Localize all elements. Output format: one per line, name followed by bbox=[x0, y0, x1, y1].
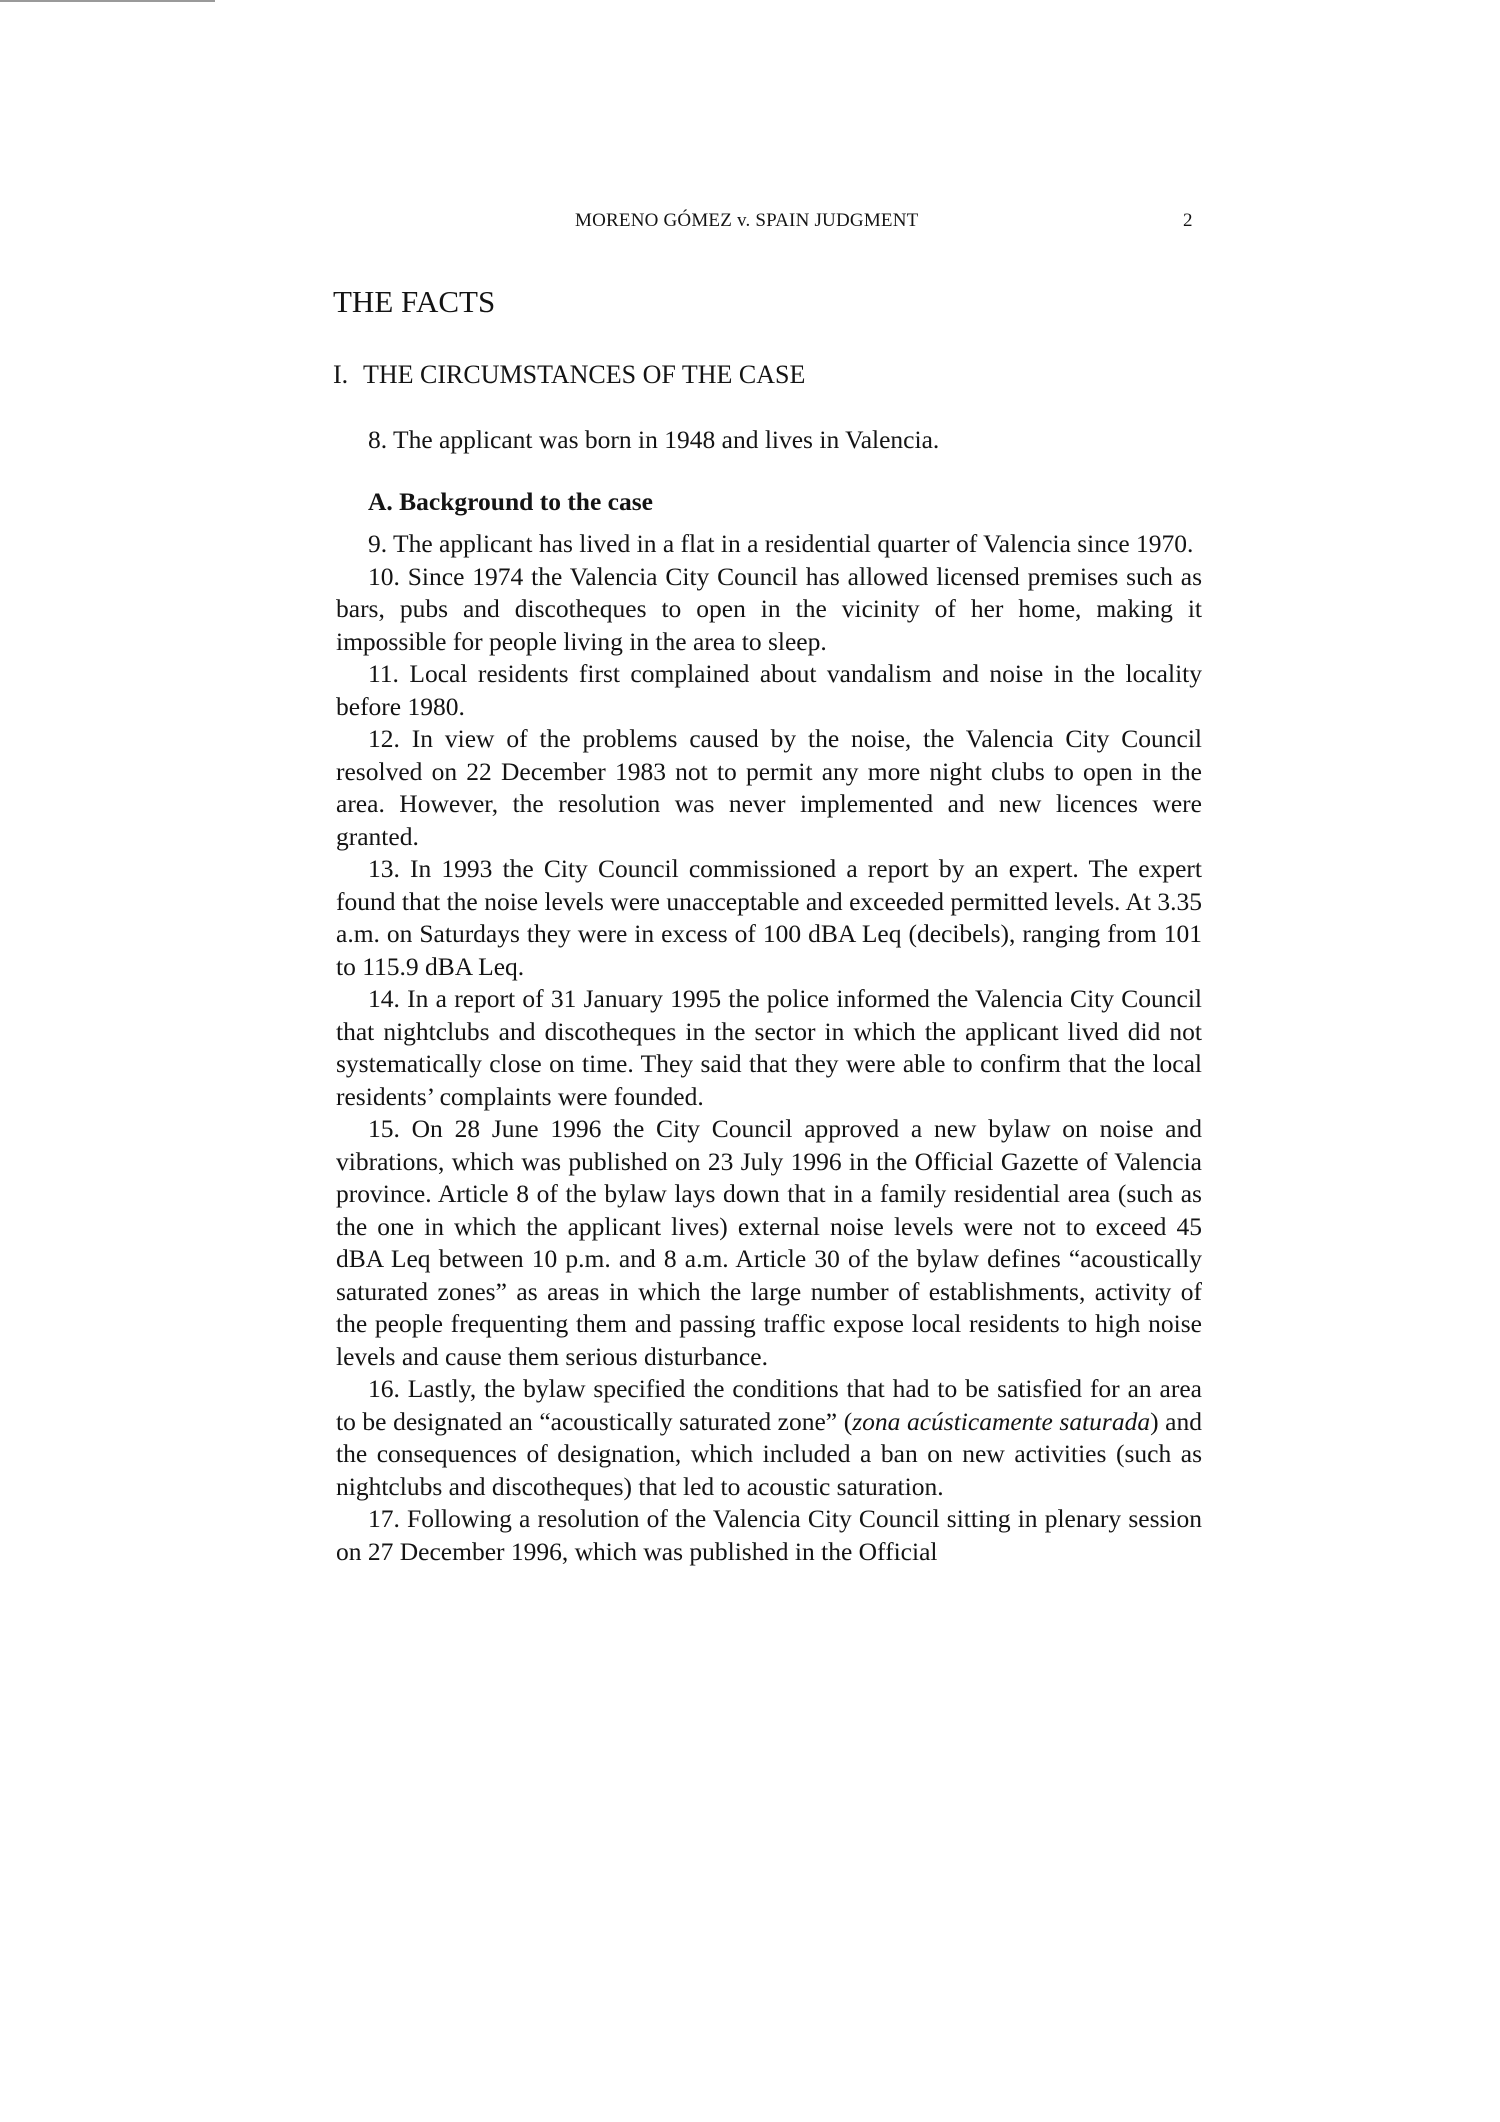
subsection-title bbox=[333, 360, 805, 390]
paragraph-11: 11. Local residents first complained about vandalism and noise in the locality before 1980. bbox=[336, 659, 1202, 721]
section-title: THE FACTS bbox=[333, 284, 496, 319]
paragraph-12: 12. In view of the problems caused by the noise, the Valencia City Council resolved on 22 December 1983 not to permit any more night clubs to open in the area. However, the resolution was never implemented and new licences were granted. bbox=[336, 724, 1202, 851]
running-header: MORENO GÓMEZ v. SPAIN JUDGMENT bbox=[575, 210, 919, 231]
intro-paragraph-block bbox=[336, 424, 1202, 457]
paragraph-17: 17. Following a resolution of the Valencia City Council sitting in plenary session on 27 December 1996, which was published in the Official bbox=[336, 1504, 1202, 1566]
paragraph-10: 10. Since 1974 the Valencia City Council has allowed licensed premises such as bars, pubs and discotheques to open in the vicinity of her home, making it impossible for people living in the area to sleep. bbox=[336, 561, 1202, 656]
facts-paragraphs bbox=[336, 528, 1202, 1568]
paragraph-16-italic-term: zona acústicamente saturada bbox=[852, 1406, 1151, 1436]
paragraph-13: 13. In 1993 the City Council commissioned a report by an expert. The expert found that the noise levels were unacceptable and exceeded permitted levels. At 3.35 a.m. on Saturdays they were in excess of 100 dBA Leq (decibels), ranging from 101 to 115.9 dBA Leq. bbox=[336, 854, 1202, 981]
subsection-title-text: THE CIRCUMSTANCES OF THE CASE bbox=[363, 360, 806, 389]
paragraph-9: 9. The applicant has lived in a flat in a residential quarter of Valencia since 1970. bbox=[368, 529, 1194, 558]
heading-background: A. Background to the case bbox=[368, 487, 653, 516]
paragraph-16 bbox=[336, 1373, 1202, 1503]
paragraph-8: 8. The applicant was born in 1948 and lives in Valencia. bbox=[368, 425, 940, 454]
subsection-number: I. bbox=[333, 360, 349, 389]
page-number: 2 bbox=[1183, 210, 1193, 231]
scan-edge-mark bbox=[0, 0, 215, 2]
paragraph-16-text-end: ) and the consequences of designation, which included a ban on new activities (such as nightclubs and discotheques) that led to acoustic saturation. bbox=[336, 1406, 1202, 1501]
paragraph-16-text-start: 16. Lastly, the bylaw specified the conditions that had to be satisfied for an area to be designated an “acoustically saturated zone” ( bbox=[336, 1374, 1202, 1436]
paragraph-15: 15. On 28 June 1996 the City Council approved a new bylaw on noise and vibrations, which was published on 23 July 1996 in the Official Gazette of Valencia province. Article 8 of the bylaw lays down that in a family residential area (such as the one in which the applicant lives) external noise levels were not to exceed 45 dBA Leq between 10 p.m. and 8 a.m. Article 30 of the bylaw defines “acoustically saturated zones” as areas in which the large number of establishments, activity of the people frequenting them and passing traffic expose local residents to high noise levels and cause them serious disturbance. bbox=[336, 1114, 1202, 1371]
paragraph-14: 14. In a report of 31 January 1995 the police informed the Valencia City Council that nightclubs and discotheques in the sector in which the applicant lived did not systematically close on time. They said that they were able to confirm that the local residents’ complaints were founded. bbox=[336, 984, 1202, 1111]
